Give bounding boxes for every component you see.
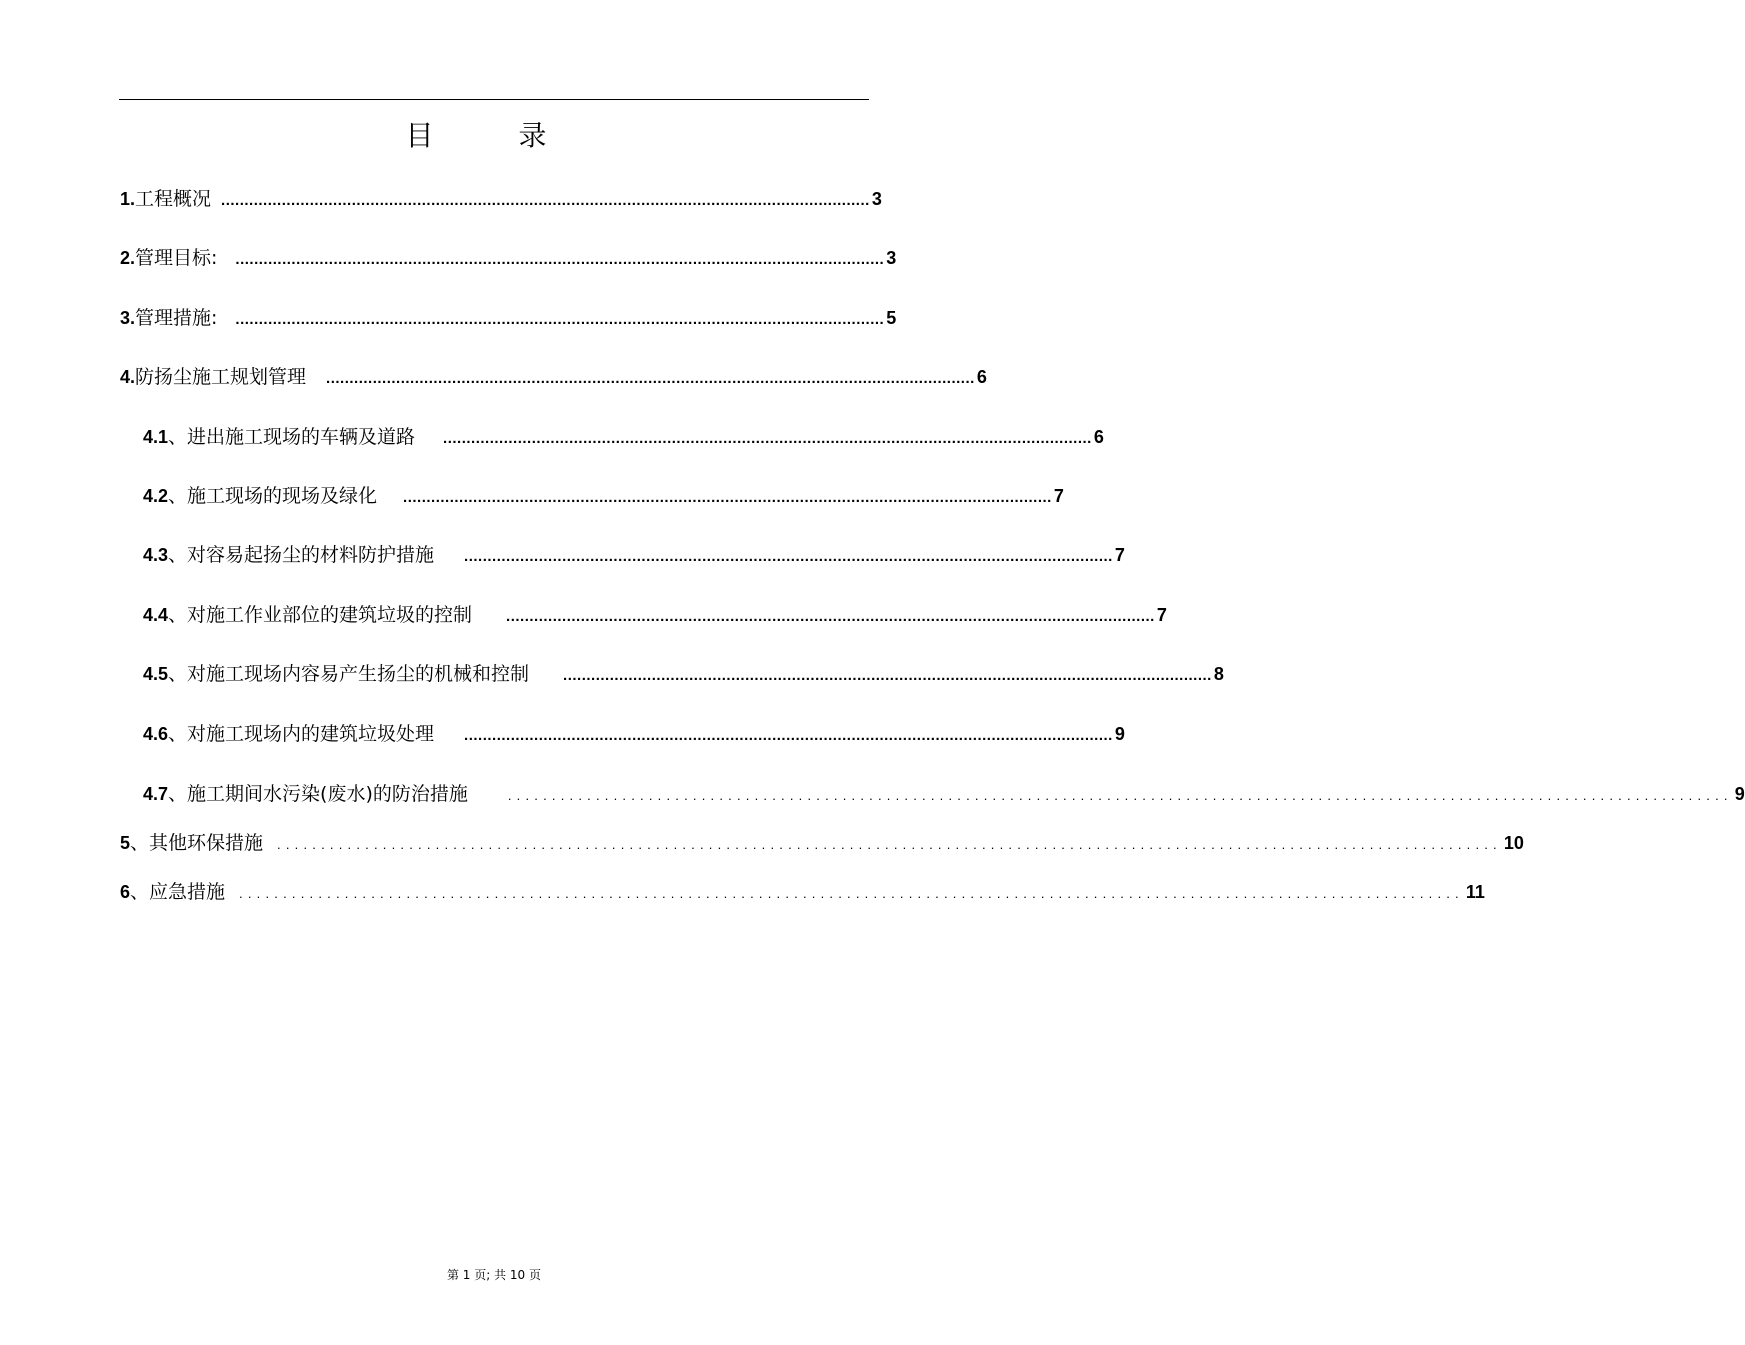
toc-leader: ........................................................................................................................................... [464,727,1113,744]
toc-entry-number: 1. [120,189,136,209]
toc-entry-title: 管理措施: [135,307,218,329]
toc-leader: ........................................................................................................................................... [507,788,1733,803]
toc-leader: ........................................................................................................................................... [239,886,1464,901]
toc-entry-page: 6 [1093,427,1104,447]
toc-entry-6[interactable] [120,879,1485,905]
toc-entry-page: 5 [886,308,897,328]
toc-entry-number: 4.7 [143,784,169,804]
toc-entry-title: 、应急措施 [130,881,226,903]
toc-leader: ........................................................................................................................................... [443,430,1092,447]
toc-entry-page: 9 [1114,724,1125,744]
toc-entry-2[interactable] [120,245,897,271]
toc-entry-title: 、对施工作业部位的建筑垃圾的控制 [168,604,473,626]
toc-entry-title: 、进出施工现场的车辆及道路 [168,426,416,448]
toc-entry-title: 、施工现场的现场及绿化 [168,485,378,507]
toc-entry-number: 4.5 [143,664,169,684]
toc-entry-number: 3. [120,308,136,328]
toc-entry-title: 、对容易起扬尘的材料防护措施 [168,544,435,566]
toc-entry-number: 4.1 [143,427,169,447]
toc-entry-page: 11 [1465,882,1485,902]
toc-entry-number: 4.6 [143,724,169,744]
toc-entry-1[interactable] [120,186,882,212]
toc-entry-title: 、施工期间水污染(废水)的防治措施 [168,783,468,805]
toc-entry-title: 、对施工现场内容易产生扬尘的机械和控制 [168,663,530,685]
toc-leader: ........................................................................................................................................... [235,251,885,268]
toc-entry-title: 工程概况 [135,188,212,210]
toc-entry-page: 7 [1053,486,1064,506]
toc-entry-page: 8 [1213,664,1224,684]
toc-entry-4[interactable] [120,364,987,390]
toc-leader: ........................................................................................................................................... [235,311,885,328]
toc-entry-page: 3 [886,248,897,268]
toc-entry-number: 6 [120,882,131,902]
toc-entry-page: 10 [1503,833,1524,853]
toc-entry-5[interactable] [120,830,1524,856]
toc-leader: ........................................................................................................................................... [464,548,1113,565]
toc-entry-4-7[interactable] [143,781,1745,807]
toc-entry-title: 、其他环保措施 [130,832,264,854]
toc-entry-number: 4. [120,367,136,387]
page-footer: 第 1 页; 共 10 页 [446,1268,542,1282]
toc-entry-4-2[interactable] [143,483,1064,509]
toc-entry-page: 3 [871,189,882,209]
toc-entry-number: 4.3 [143,545,169,565]
toc-entry-page: 6 [976,367,987,387]
toc-entry-number: 5 [120,833,131,853]
toc-entry-title: 、对施工现场内的建筑垃圾处理 [168,723,435,745]
toc-entry-title: 防扬尘施工规划管理 [135,366,307,388]
toc-entry-4-6[interactable] [143,721,1125,747]
toc-leader: ........................................................................................................................................... [506,608,1155,625]
toc-leader: ........................................................................................................................................... [326,370,975,387]
toc-entry-page: 9 [1734,784,1745,804]
toc-entry-number: 4.4 [143,605,169,625]
toc-entry-number: 2. [120,248,136,268]
toc-leader: ........................................................................................................................................... [277,837,1502,852]
toc-leader: ........................................................................................................................................... [563,667,1212,684]
toc-entry-4-4[interactable] [143,602,1167,628]
toc-entry-page: 7 [1114,545,1125,565]
toc-entry-4-1[interactable] [143,424,1104,450]
toc-leader: ........................................................................................................................................... [403,489,1052,506]
toc-entry-page: 7 [1156,605,1167,625]
toc-leader: ........................................................................................................................................... [221,192,870,209]
toc-entry-number: 4.2 [143,486,169,506]
toc-entry-4-3[interactable] [143,542,1125,568]
toc-entry-4-5[interactable] [143,661,1224,687]
toc-entry-title: 管理目标: [135,247,218,269]
page-title: 目 录 [405,119,585,152]
toc-entry-3[interactable] [120,305,897,331]
